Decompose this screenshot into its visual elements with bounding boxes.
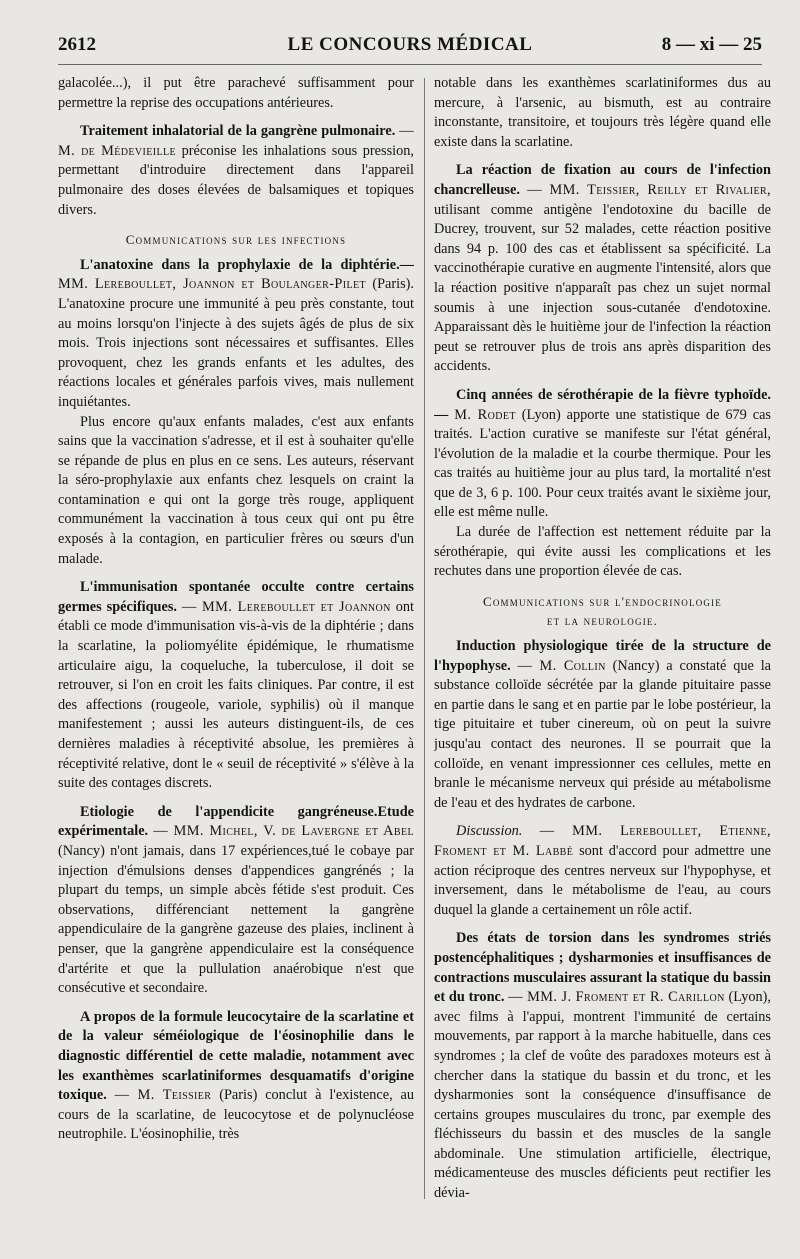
article-torsion bbox=[434, 929, 771, 1203]
article-paragraph: Plus encore qu'aux enfants malades, c'est aux enfants sains que la vaccination s'adresse, et il est à souhaiter qu'elle se répande de plus en plus en ce sens. Les auteurs, réservant la séro-prophylaxie aux enfants chez lesquels on craint la contamination e qui ont la gorge très rouge, appliquent communément la vaccination à tous ceux qui ont pu être exposés à la contagion, en particulier frères ou sœurs d'un malade. bbox=[58, 413, 414, 567]
article-text: (Nancy) a constaté que la substance colloïde sécrétée par la glande pituitaire passe en partie dans le sang et en partie par le lobe postérieur, la tige pituitaire et tuber cinereum, où on peut la suivre jusqu'au contact des neurones. Il se pourrait que la colloïde, en venant impressionner ces cellules, mette en branle le mécanisme nerveux qui préside au métabolisme de l'eau et des hydrates de carbone. bbox=[434, 657, 771, 811]
discussion-authors: — MM. Lereboullet, Etienne, Froment et M. Labbé bbox=[434, 823, 771, 859]
right-column bbox=[434, 74, 771, 1207]
article-chancrelleuse bbox=[434, 161, 771, 377]
article-title: Etiologie de l'appendicite gangréneuse.Etude expérimentale. bbox=[58, 803, 414, 840]
article-authors: MM. Lereboullet, Joannon et Boulanger-Pilet bbox=[58, 276, 367, 293]
discussion bbox=[434, 822, 771, 920]
journal-title: LE CONCOURS MÉDICAL bbox=[287, 34, 533, 55]
article-title: L'immunisation spontanée occulte contre certains germes spécifiques. bbox=[58, 579, 414, 615]
issue-date: 8 — xi — 25 bbox=[661, 34, 762, 55]
article-text: ont établi ce mode d'immunisation vis-à-vis de la diphtérie ; dans la scarlatine, la poliomyélite épidémique, le rhumatisme articulaire aigu, la coqueluche, la tuberculose, il doit se retrouver, si l'on en croit les faits cliniques. Par contre, il est des affections (rougeole, variole, syphilis) où il manque manifestement ; aussi les auteurs distinguent-ils, de ces dernières maladies à réceptivité absolue, les premières à réceptivité relative, dont le « seuil de réceptivité » s'élève à la suite des contages discrets. bbox=[58, 598, 414, 792]
article-text: utilisant comme antigène l'endotoxine du bacille de Ducrey, trouvent, sur 52 malades, cette réaction positive dans 94 p. 100 des cas et établissent sa spécificité. La vaccinothérapie curative en augmente l'intensité, alors que la réaction positive n'apparaît pas chez un sujet normal soumis à une injection sous-cutanée d'endotoxine. Apparaissant dès le huitième jour de l'infection la réaction peut se retrouver plus de trois ans après disparition des accidents. bbox=[434, 201, 771, 375]
article-authors: — MM. J. Froment et R. Carillon bbox=[508, 989, 725, 1006]
article-title: A propos de la formule leucocytaire de la scarlatine et de la valeur séméiologique de l'éosinophilie dans le diagnostic différentiel de cette maladie, notamment avec les exanthèmes scarlatiniformes desquamatifs d'origine toxique. bbox=[58, 1008, 414, 1104]
article-authors: M. Rodet bbox=[454, 406, 516, 423]
article-hypophyse bbox=[434, 637, 771, 813]
continued-text: notable dans les exanthèmes scarlatiniformes dus au mercure, à l'arsenic, au bismuth, est au contraire inconstante, transitoire, et toujours très légère quand elle existe dans la scarlatine. bbox=[434, 75, 771, 150]
page-header bbox=[58, 30, 762, 65]
column-divider bbox=[424, 78, 425, 1199]
article-title: Traitement inhalatorial de la gangrène pulmonaire. bbox=[80, 123, 396, 140]
article-title: Cinq années de sérothérapie de la fièvre typhoïde.— bbox=[434, 386, 771, 423]
article-text: (Paris) conclut à l'existence, au cours de la scarlatine, de leucocytose et de polynucléose neutrophile. L'éosinophilie, très bbox=[58, 1087, 414, 1143]
left-column bbox=[58, 74, 414, 1207]
article-title: Des états de torsion dans les syndromes striés postencéphalitiques ; dysharmonies et insuffisances de contractions musculaires assurant la statique du bassin et du tronc. bbox=[434, 930, 771, 1006]
article-title: L'anatoxine dans la prophylaxie de la diphtérie.— bbox=[80, 256, 414, 273]
article-typhoide bbox=[434, 386, 771, 523]
article-authors: — M. de Médevieille bbox=[58, 123, 414, 159]
discussion-text: sont d'accord pour admettre une action réciproque des centres nerveux sur l'hypophyse, et inversement, dans le métabolisme de l'eau, au cours duquel la glande a certainement un rôle actif. bbox=[434, 842, 771, 918]
article-scarlatine bbox=[58, 1008, 414, 1145]
article-authors: — MM. Lereboullet et Joannon bbox=[181, 598, 391, 615]
article-anatoxine bbox=[58, 256, 414, 413]
article-text: (Lyon), avec films à l'appui, montrent l'immunité de certains mouvements, par rapport à la marche habituelle, dans ces syndromes ; la clef de voûte des paradoxes moteurs est à chercher dans la statique du bassin et du tronc, et les dysharmonies sont la conséquence d'insuffisance de certains groupes musculaires du tronc, par exemple des fléchisseurs du bassin et des muscles de la sangle abdominale. Une stimulation artificielle, électrique, médicamenteuse des muscles déficients peut rectifier les dévia- bbox=[434, 989, 771, 1202]
section-heading-neurologie: et la neurologie. bbox=[546, 613, 659, 629]
article-title: Induction physiologique tirée de la structure de l'hypophyse. bbox=[434, 638, 771, 674]
article-authors: — MM. Michel, V. de Lavergne et Abel bbox=[153, 823, 414, 840]
page-number: 2612 bbox=[58, 34, 96, 55]
article-authors: — M. Teissier bbox=[114, 1087, 212, 1104]
continued-text: galacolée...), il put être parachevé suffisamment pour permettre la reprise des occupations antérieures. bbox=[58, 75, 414, 111]
article-text: (Lyon) apporte une statistique de 679 cas traités. L'action curative se manifeste sur l'état général, l'évolution de la maladie et la courbe thermique. Pour les cas traités au huitième jour au plus tard, la mortalité n'est que de 3, 6 p. 100. Pour ceux traités avant le sixième jour, elle est même nulle. bbox=[434, 406, 771, 521]
article-paragraph: La durée de l'affection est nettement réduite par la sérothérapie, qui évite aussi les complications et les rechutes dans une proportion élevée de cas. bbox=[434, 524, 771, 580]
article-immunisation bbox=[58, 578, 414, 794]
article-authors: — MM. Teissier, Reilly et Rivalier, bbox=[527, 181, 771, 198]
article-text: (Paris). L'anatoxine procure une immunité à peu près constante, tout au moins lorsqu'on l'injecte à des sujets âgés de plus de six mois. Trois injections sont nécessaires et suffisantes. Elles provoquent, chez les grands enfants et les adultes, des réactions locales et générales parfois vives, mais nullement inquiétantes. bbox=[58, 276, 414, 410]
article-text: préconise les inhalations sous pression, permettant d'introduire directement dans l'appareil pulmonaire des doses élevées de balsamiques et topiques divers. bbox=[58, 142, 414, 218]
section-heading-infections: Communications sur les infections bbox=[125, 232, 347, 248]
article-authors: — M. Collin bbox=[517, 657, 606, 674]
section-heading-endocrinologie: Communications sur l'endocrinologie bbox=[482, 593, 722, 609]
article-title: La réaction de fixation au cours de l'infection chancrelleuse. bbox=[434, 162, 771, 198]
discussion-label: Discussion. bbox=[456, 823, 523, 840]
article-text: (Nancy) n'ont jamais, dans 17 expériences,tué le cobaye par injection d'émulsions denses d'appendices gangrénés ; la plupart du temps, un simple abcès fétide s'est produit. Ces observations, différenciant nettement la gangrène appendiculaire de la gangrène gazeuse des plaies, inclinent à penser, que la gangrène appendiculaire est la conséquence d'artérite et que la pullulation anaérobique n'est que consécutive et secondaire. bbox=[58, 842, 414, 997]
article-appendicite bbox=[58, 803, 414, 999]
article-inhalation bbox=[58, 122, 414, 220]
